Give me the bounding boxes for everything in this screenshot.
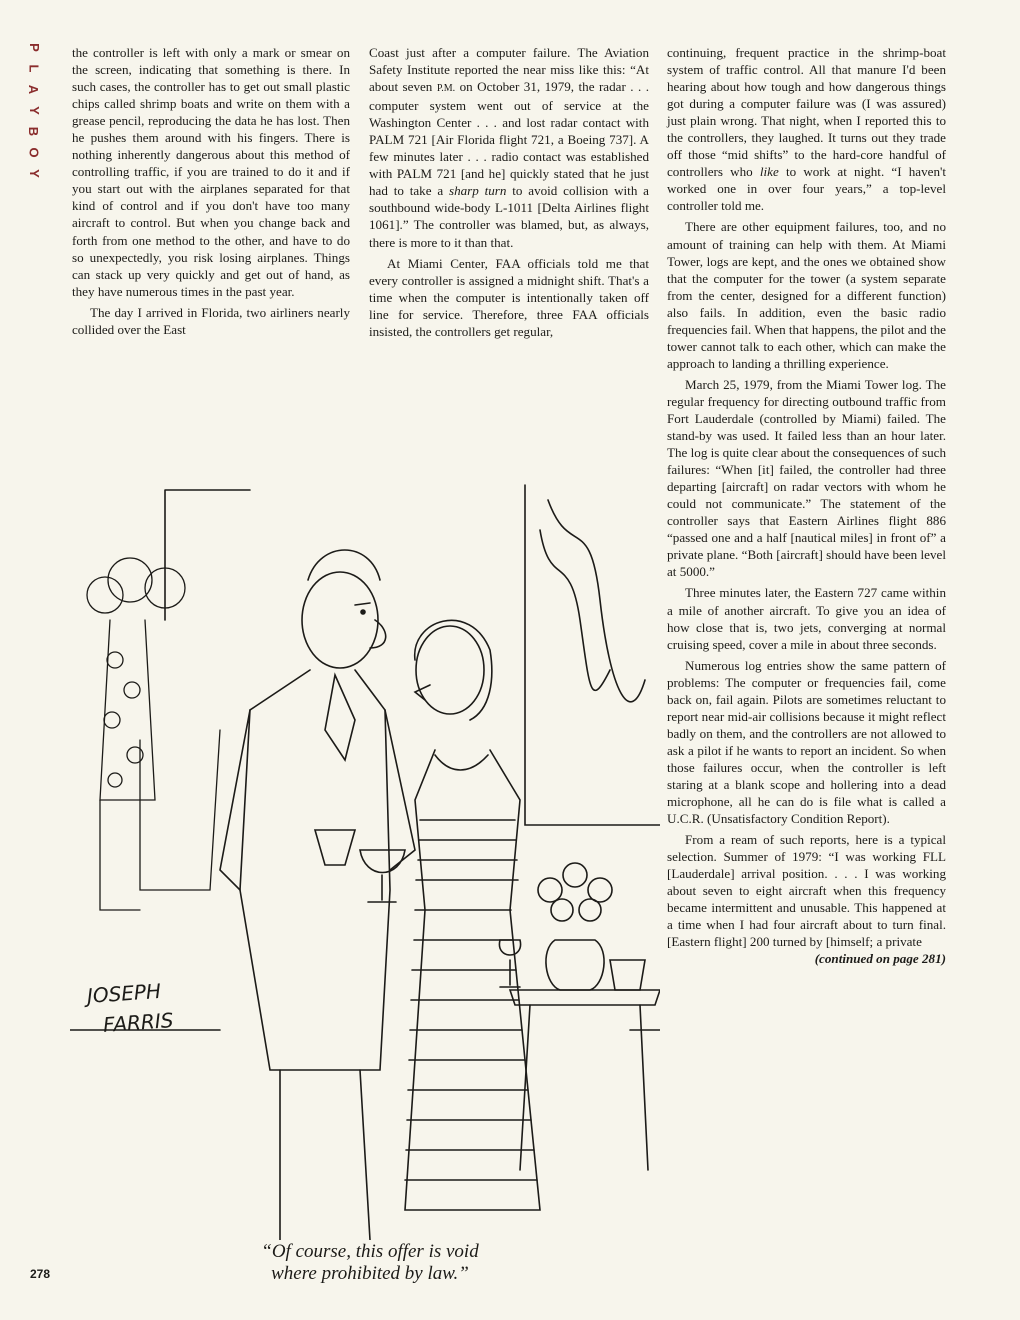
wine-glasses [315,830,405,902]
article-column-3 [667,44,946,967]
cartoon-illustration [70,470,660,1240]
wall-panel [165,490,250,620]
paragraph: Numerous log entries show the same pattern of problems: The computer or frequencies fail, come back on, fail again. Pilots are sometimes reluctant to report near mid-air collisions because it might reflect badly on them, and the controllers are not allowed to ask a pilot if he wants to report an incident. So when those failures occur, when the controller is left staring at a blank scope and hollering into a dead microphone, all he can do is file what is called a U.C.R. (Unsatisfactory Condition Report). [667,657,946,827]
paragraph: the controller is left with only a mark or smear on the screen, indicating that something is there. In such cases, the controller has to get out small plastic chips called shrimp boats and write on them with a grease pencil, reproducing the data he has lost. Then he pushes them around with his fingers. There is nothing inherently dangerous about this method of controlling traffic, if you are trained to do it and if you start out with the airplanes separated for that kind of control and if you don't have too many aircraft to control. But when you change back and forth from one method to the other, and have to do so unexpectedly, you risk losing airplanes. Things can stack up very quickly and get out of hand, as they have numerous times in the past year. [72,45,350,299]
paragraph: March 25, 1979, from the Miami Tower log. The regular frequency for directing outbound traffic from Fort Lauderdale (controlled by Miami) failed. The stand-by was used. It failed less than an hour later. The log is quite clear about the consequences of such failures: “When [it] failed, the controller had three departing [aircraft] on radar vectors with whom he could not communicate.” The statement of the controller says that Eastern Airlines flight 886 “passed one and a half [nautical miles] in front of” a private plane. “Both [aircraft] should have been level at 5000.” [667,376,946,580]
article-column-2 [369,44,649,340]
man-tie [325,675,355,760]
paragraph [667,44,946,214]
text-run: Coast just after a computer failure. The Aviation Safety Institute reported the near miss like this: “At about seven [369,45,649,95]
article-column-1 [72,44,350,338]
masthead-letter: B [26,126,42,137]
abstract-painting [540,500,645,702]
cartoon-caption [220,1241,520,1285]
paragraph [369,44,649,251]
masthead-letter: P [26,43,42,52]
paragraph: At Miami Center, FAA officials told me that every controller is assigned a midnight shift. That's a time when the computer is intentionally taken off line for service. Therefore, three FAA officials insisted, the controllers get regular, [369,255,649,339]
side-table [499,863,660,1170]
masthead-letter: A [26,84,42,95]
text-run: to work at night. “I haven't worked one in over four years,” a top-level controller told me. [667,164,946,214]
text-run: to avoid collision with a southbound wide-body L-1011 [Delta Airlines flight 1061].” The controller was blamed, but, as always, there is more to it than that. [369,183,649,250]
paragraph: There are other equipment failures, too, and no amount of training can help with them. At Miami Tower, logs are kept, and the ones we obtained show that the computer for the tower (a system separate from the center, designed for a different function) also fails. In addition, even the basic radio frequencies fail. When that happens, the pilot and the tower cannot talk to each other, which can make the approach to landing a thrilling experience. [667,219,946,371]
small-caps-pm: P.M. [436,83,456,95]
woman-necklace [435,755,488,770]
artist-signature [86,975,174,1041]
paragraph: From a ream of such reports, here is a typical selection. Summer of 1979: “I was working FLL [Lauderdale] arrival position. . . . I was working about seven to eight aircraft when this frequency became intermittent and unusable. This happened at a time when I had four aircraft about to turn final. [Eastern flight] 200 turned by [himself; a private [667,832,946,950]
masthead-letter: O [26,147,42,158]
masthead-letter: Y [26,106,42,115]
background-crowd [87,558,220,910]
flower-vase [546,940,604,990]
painting-frame [525,485,660,825]
page-number: 278 [30,1267,51,1281]
man-figure [220,550,415,1240]
caption-line: “Of course, this offer is void [261,1241,479,1262]
text-run: continuing, frequent practice in the shrimp-boat system of traffic control. All that manure I'd been hearing about how tough and how dangerous things got during a computer failure was (I was assured) just plain wrong. That night, when I reported this to the controllers, they laughed. It turns out they trade off those “mid shifts” to the hard-core handful of controllers who [667,45,946,180]
signature-line: JOSEPH [86,978,162,1008]
caption-line: where prohibited by law.” [271,1263,469,1284]
emphasis: like [759,164,779,180]
paragraph: Three minutes later, the Eastern 727 came within a mile of another aircraft. To give you an idea of how close that is, two jets, converging at normal cruising speed, cover a mile in about three seconds. [667,585,946,652]
paragraph: The day I arrived in Florida, two airliners nearly collided over the East [72,304,350,337]
emphasis: sharp turn [448,183,507,199]
magazine-masthead [22,40,46,181]
text-run: on October 31, 1979, the radar . . . computer system went out of service at the Washington Center . . . and lost radar contact with PALM 721 [Air Florida flight 721, a Boeing 737]. A few minutes later . . . radio contact was established with PALM 721 [and he] quickly stated that he just had to take a [369,79,650,199]
continued-note: (continued on page 281) [814,951,946,967]
woman-figure [405,620,540,1210]
masthead-letter: L [26,64,42,73]
masthead-letter: Y [26,169,42,178]
signature-line: FARRIS [102,1008,175,1037]
